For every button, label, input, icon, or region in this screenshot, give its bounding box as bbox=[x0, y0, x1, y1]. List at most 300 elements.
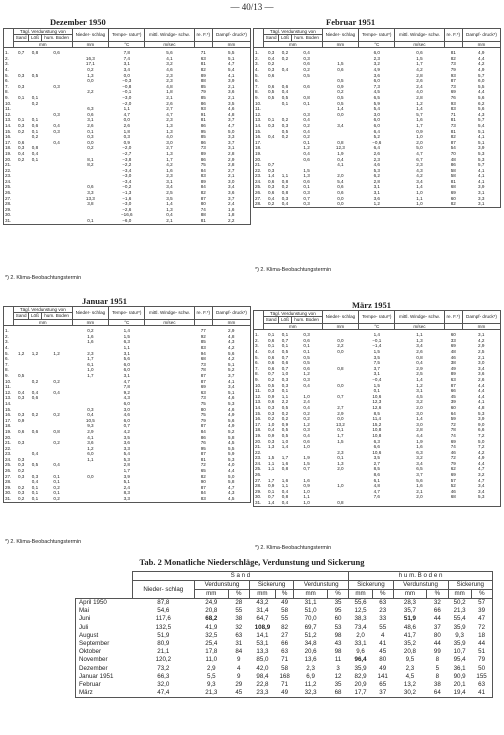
table-cell: 4,6 bbox=[228, 406, 235, 412]
table-cell: 73 bbox=[200, 145, 206, 151]
table-cell: 0,6 bbox=[337, 190, 344, 196]
table-cell: 1,1 bbox=[267, 460, 275, 466]
table-cell: 98 bbox=[334, 648, 342, 656]
table-cell: 28 bbox=[235, 599, 243, 606]
table-cell: 20. bbox=[5, 156, 12, 162]
table-cell: 132,5 bbox=[155, 623, 172, 631]
hdr-unit: mm bbox=[263, 41, 322, 47]
table-cell: 1,1 bbox=[281, 173, 289, 179]
table-cell: 0,1 bbox=[337, 455, 344, 461]
table-cell: 3,7 bbox=[228, 117, 235, 123]
table-cell: −3,4 bbox=[122, 178, 132, 184]
table-cell: 35,2 bbox=[403, 640, 416, 648]
table-cell: 4,4 bbox=[416, 432, 423, 438]
table-cell: 2,2 bbox=[228, 218, 235, 224]
table-cell: 28. bbox=[255, 201, 262, 207]
table-cell: 0,0 bbox=[337, 111, 344, 117]
table-cell: 0,3 bbox=[281, 376, 289, 382]
table-cell: 9 bbox=[237, 672, 241, 680]
hdr-col: Löß bbox=[29, 313, 41, 319]
table-cell: −3,0 bbox=[122, 201, 132, 207]
table-cell: 0,3 bbox=[267, 410, 275, 416]
table-cell: 1,4 bbox=[416, 376, 423, 382]
table-cell: 35,9 bbox=[354, 664, 367, 672]
table-cell: 0,3 bbox=[17, 145, 25, 151]
table-cell: 3,3 bbox=[478, 195, 485, 201]
table-cell: 5,7 bbox=[478, 162, 485, 168]
table-cell: 3,2 bbox=[416, 455, 423, 461]
table-cell: 2,4 bbox=[123, 484, 130, 490]
table-cell: 0,4 bbox=[267, 55, 275, 61]
table-cell: 0,4 bbox=[303, 404, 310, 410]
table-cell: 4,5 bbox=[228, 496, 235, 502]
table-cell: 1,9 bbox=[303, 455, 310, 461]
hdr-group: Tägl. Verdunstung von bbox=[263, 29, 322, 35]
table-cell: 78 bbox=[200, 367, 206, 373]
table-cell: November bbox=[79, 656, 108, 664]
table-cell: 71 bbox=[281, 656, 289, 664]
table-cell: 1,3 bbox=[267, 444, 275, 450]
table-cell: 81 bbox=[450, 50, 456, 56]
table-cell: 3,4 bbox=[416, 178, 423, 184]
table-cell: 6. bbox=[255, 78, 259, 84]
table-cell: −0,1 bbox=[122, 89, 132, 95]
table-cell: 2,8 bbox=[416, 72, 423, 78]
table-cell: 28,3 bbox=[403, 599, 416, 606]
table-cell: 4,3 bbox=[416, 167, 423, 173]
table-cell: 2,7 bbox=[166, 106, 173, 112]
table-cell: 0,6 bbox=[281, 360, 289, 366]
table-cell: 6,3 bbox=[416, 449, 423, 455]
table-cell: 0,2 bbox=[337, 89, 344, 95]
unit: mm bbox=[249, 590, 275, 599]
table-cell: 3,0 bbox=[166, 139, 173, 145]
unit: % bbox=[275, 590, 293, 599]
table-cell: 0,4 bbox=[416, 360, 423, 366]
table-cell: 4,1 bbox=[87, 434, 94, 440]
table-cell: 3 bbox=[336, 664, 340, 672]
table-cell: 30,2 bbox=[403, 689, 416, 697]
table-cell: 4,5 bbox=[416, 393, 423, 399]
table-cell: 0,2 bbox=[31, 378, 39, 384]
table-cell: 37 bbox=[379, 689, 387, 697]
table-cell: 3,4 bbox=[337, 122, 344, 128]
table-cell: 5,1 bbox=[478, 139, 485, 145]
tab2-hdr-sickerung-humus: Sickerung bbox=[448, 581, 493, 590]
table-cell: 2,3 bbox=[87, 350, 94, 356]
table-cell: 4,7 bbox=[123, 378, 130, 384]
table-cell: 0,6 bbox=[303, 178, 310, 184]
table-cell: 5,3 bbox=[373, 167, 380, 173]
table-cell: 35 bbox=[334, 599, 342, 606]
table-cell: 6,3 bbox=[87, 106, 94, 112]
col-day bbox=[4, 307, 14, 326]
table-cell: 0,6 bbox=[267, 354, 275, 360]
table-cell: 1,8 bbox=[228, 212, 235, 218]
table-cell: 28. bbox=[255, 483, 262, 489]
table-cell: 4,1 bbox=[228, 378, 235, 384]
table-cell: 141 bbox=[377, 672, 388, 680]
table-cell: 0,3 bbox=[303, 55, 310, 61]
table-cell: 3. bbox=[5, 61, 9, 67]
table-cell: Februar bbox=[79, 681, 101, 689]
table-cell: 0,1 bbox=[17, 117, 25, 123]
table-cell: 4,7 bbox=[478, 466, 485, 472]
table-cell: 3,1 bbox=[123, 61, 130, 67]
table-cell: 38 bbox=[235, 615, 243, 623]
table-cell: 4. bbox=[255, 67, 259, 72]
table-cell: 32 bbox=[433, 599, 441, 606]
footnote-maerz: *) 2. Klima-Beobachtungstermin bbox=[255, 545, 332, 551]
table-cell: 0,2 bbox=[281, 50, 289, 56]
table-cell: 51,9 bbox=[403, 615, 416, 623]
table-cell: 85 bbox=[200, 339, 206, 345]
table-cell: 0,1 bbox=[31, 490, 39, 496]
table-cell: April 1950 bbox=[79, 599, 107, 606]
table-cell: 10. bbox=[255, 382, 262, 388]
table-cell: 69,7 bbox=[304, 623, 317, 631]
hdr-unit: °C bbox=[109, 41, 145, 47]
table-cell: 6,3 bbox=[373, 438, 380, 444]
table-cell: 86 bbox=[200, 100, 206, 106]
table-row bbox=[4, 326, 251, 334]
table-cell: 0,7 bbox=[281, 337, 289, 343]
table-cell: 3,5 bbox=[373, 354, 380, 360]
table-cell: 2,1 bbox=[416, 488, 423, 494]
table-cell: 1,7 bbox=[337, 432, 344, 438]
table-cell: 3,0 bbox=[123, 406, 130, 412]
table-cell: 0,2 bbox=[281, 134, 289, 140]
table-row bbox=[76, 640, 493, 648]
table-cell: 63 bbox=[200, 389, 206, 395]
table-cell: 1,9 bbox=[416, 438, 423, 444]
table-cell: 3,9 bbox=[478, 145, 485, 151]
table-cell: 5. bbox=[5, 72, 9, 78]
table-cell: 9 bbox=[237, 656, 241, 664]
table-cell: 47,4 bbox=[157, 689, 170, 697]
table-cell: 0,5 bbox=[303, 360, 310, 366]
table-cell: 27. bbox=[5, 195, 12, 201]
table-cell: 4,1 bbox=[478, 173, 485, 179]
table-cell: 32,0 bbox=[157, 681, 170, 689]
table-cell: 18. bbox=[255, 427, 262, 433]
table-cell: 11,4 bbox=[372, 416, 382, 422]
table-cell: 2,1 bbox=[478, 354, 485, 360]
table-cell: 3,0 bbox=[373, 111, 380, 117]
table-cell: 4,9 bbox=[373, 67, 380, 72]
table-cell: 0,2 bbox=[281, 55, 289, 61]
table-cell: 73 bbox=[200, 361, 206, 367]
table-cell: 9,3 bbox=[207, 681, 216, 689]
table-cell: 24. bbox=[5, 456, 12, 462]
table-cell: 5,3 bbox=[123, 456, 130, 462]
table-cell: 11. bbox=[5, 106, 12, 112]
table-cell: 5. bbox=[255, 72, 259, 78]
table-cell: 50 bbox=[478, 664, 486, 672]
table-cell: 12 bbox=[334, 672, 342, 680]
table-cell: 16. bbox=[255, 416, 262, 422]
table-cell: 5,4 bbox=[478, 122, 485, 128]
table-cell: 22,8 bbox=[256, 681, 269, 689]
hdr-col: Tempe- ratur*) bbox=[359, 29, 395, 42]
table-cell: 3,4 bbox=[478, 488, 485, 494]
table-cell: 5,0 bbox=[416, 145, 423, 151]
table-cell: 8,5 bbox=[373, 466, 380, 472]
table-cell: 25. bbox=[255, 184, 262, 190]
table-cell: 1,5 bbox=[373, 382, 380, 388]
table-cell: 35,9 bbox=[453, 640, 466, 648]
table-cell: 0,0 bbox=[337, 349, 344, 354]
table-cell: 20,6 bbox=[304, 648, 317, 656]
table-cell: 4. bbox=[255, 349, 259, 354]
table-cell: 0,4 bbox=[17, 389, 25, 395]
table-cell: 5,6 bbox=[416, 477, 423, 483]
table-row bbox=[4, 48, 251, 56]
table-cell: 0,6 bbox=[303, 365, 310, 371]
table-cell: 1,3 bbox=[337, 460, 344, 466]
table-cell: 0,6 bbox=[303, 438, 310, 444]
table-cell: 23 bbox=[379, 607, 387, 615]
table-cell: 20,8 bbox=[403, 648, 416, 656]
table-cell: 49 bbox=[281, 599, 289, 606]
table-cell: 7,8 bbox=[123, 384, 130, 390]
tab2-hdr-niederschlag: Nieder- schlag bbox=[132, 581, 194, 599]
hdr-unit: mm bbox=[322, 41, 359, 47]
table-cell: 5,7 bbox=[478, 72, 485, 78]
table-row bbox=[76, 648, 493, 656]
table-cell: 0,2 bbox=[17, 468, 25, 474]
table-cell: 8. bbox=[5, 367, 9, 373]
hdr-col: mittl. Windge- schw. bbox=[145, 307, 194, 320]
table-cell: 38 bbox=[450, 360, 456, 366]
table-cell: 8,3 bbox=[123, 490, 130, 496]
table-cell: 1,5 bbox=[373, 349, 380, 354]
table-cell: 0,1 bbox=[281, 100, 289, 106]
table-cell: Oktober bbox=[79, 648, 102, 656]
table-cell: 53,1 bbox=[256, 640, 269, 648]
table-cell: 0,1 bbox=[17, 94, 25, 100]
table-cell: 0,7 bbox=[303, 195, 310, 201]
table-cell: 4,7 bbox=[373, 488, 380, 494]
table-row bbox=[76, 656, 493, 664]
table-cell: 9. bbox=[5, 94, 9, 100]
table-cell: 6. bbox=[5, 356, 9, 362]
table-cell: 4,8 bbox=[166, 83, 173, 89]
table-cell: 0,2 bbox=[31, 412, 39, 418]
table-cell: 55 bbox=[281, 615, 289, 623]
table-cell: −3,0 bbox=[122, 173, 132, 179]
table-cell: 4,3 bbox=[478, 111, 485, 117]
table-cell: 4,8 bbox=[228, 111, 235, 117]
table-cell: 0,3 bbox=[53, 83, 60, 89]
table-cell: 1,3 bbox=[166, 150, 173, 156]
table-cell: 1,4 bbox=[281, 444, 289, 450]
table-cell: 89 bbox=[200, 72, 206, 78]
hdr-unit: mm bbox=[322, 323, 359, 329]
table-cell: 0,9 bbox=[267, 432, 275, 438]
table-cell: Mai bbox=[79, 607, 89, 615]
table-cell: 4,2 bbox=[478, 337, 485, 343]
table-cell: 0,2 bbox=[17, 128, 25, 134]
table-cell: 13. bbox=[5, 117, 12, 123]
table-cell: 90,9 bbox=[453, 672, 466, 680]
table-cell: 2,5 bbox=[478, 349, 485, 354]
table-cell: 93 bbox=[200, 106, 206, 112]
table-cell: 4,7 bbox=[228, 484, 235, 490]
table-cell: 1,3 bbox=[166, 128, 173, 134]
table-cell bbox=[145, 326, 194, 334]
table-cell: 0,1 bbox=[303, 349, 310, 354]
table-cell: 5,3 bbox=[478, 410, 485, 416]
table-cell: 13. bbox=[5, 395, 12, 401]
table-cell: 3,1 bbox=[87, 117, 94, 123]
table-cell: 73 bbox=[450, 61, 456, 67]
table-cell: −3,8 bbox=[122, 156, 132, 162]
table-cell: 2,1 bbox=[166, 94, 173, 100]
table-cell: 1,1 bbox=[416, 332, 423, 338]
table-cell: 78 bbox=[450, 427, 456, 433]
table-cell: 41,9 bbox=[205, 623, 218, 631]
table-cell: 17. bbox=[255, 421, 262, 427]
table-cell: 3,4 bbox=[166, 184, 173, 190]
table-cell: 0,2 bbox=[17, 156, 25, 162]
table-cell: 5. bbox=[5, 350, 9, 356]
table-cell: 5,4 bbox=[373, 106, 380, 112]
table-cell: 3,7 bbox=[228, 372, 235, 378]
table-row bbox=[4, 496, 251, 502]
table-cell: 4,9 bbox=[478, 50, 485, 56]
table-cell: 0,6 bbox=[267, 83, 275, 89]
table-cell: 25,4 bbox=[205, 640, 218, 648]
table-cell: 20. bbox=[255, 438, 262, 444]
table-row bbox=[254, 201, 501, 207]
table-cell: 9,6 bbox=[356, 648, 365, 656]
table-cell: 22. bbox=[255, 449, 262, 455]
table-cell: 58 bbox=[281, 607, 289, 615]
table-cell: 58 bbox=[450, 173, 456, 179]
table-cell: 3,5 bbox=[373, 455, 380, 461]
table-cell: 22. bbox=[5, 445, 12, 451]
table-cell: 2,3 bbox=[373, 156, 380, 162]
table-cell: 5,7 bbox=[478, 117, 485, 123]
table-cell: 27. bbox=[255, 477, 262, 483]
table-cell: 63 bbox=[235, 631, 243, 639]
table-cell: 0,3 bbox=[17, 72, 25, 78]
table-cell: 69 bbox=[450, 472, 456, 478]
table-cell: 0,8 bbox=[31, 50, 39, 56]
hdr-col: hum. Boden bbox=[291, 35, 322, 41]
table-cell: 5,4 bbox=[123, 451, 130, 457]
table-cell: 93 bbox=[450, 72, 456, 78]
table-cell: 2,7 bbox=[337, 404, 344, 410]
table-cell: 45 bbox=[450, 393, 456, 399]
table-cell: 0,3 bbox=[87, 134, 94, 140]
table-cell: 1,2 bbox=[87, 445, 94, 451]
table-cell: 87 bbox=[200, 195, 206, 201]
table-cell: 64 bbox=[450, 410, 456, 416]
table-cell: 93 bbox=[450, 100, 456, 106]
table-cell: 168 bbox=[279, 672, 290, 680]
col-day bbox=[4, 29, 14, 48]
table-cell: 7,5 bbox=[373, 360, 380, 366]
table-cell: 0,9 bbox=[123, 139, 130, 145]
table-cell: 11,0 bbox=[205, 656, 218, 664]
table-cell: 33 bbox=[450, 337, 456, 343]
table-cell: 1,3 bbox=[416, 337, 423, 343]
table-cell: 46 bbox=[450, 354, 456, 360]
table-cell: 0,3 bbox=[267, 438, 275, 444]
title-februar-1951: Februar 1951 bbox=[326, 17, 376, 27]
table-cell: 4,5 bbox=[373, 89, 380, 95]
table-cell: 2,2 bbox=[281, 399, 289, 405]
table-cell: 2,3 bbox=[416, 162, 423, 168]
table-cell: 2,9 bbox=[87, 428, 94, 434]
table-cell: 60 bbox=[450, 332, 456, 338]
table-cell: 2,8 bbox=[228, 162, 235, 168]
hdr-unit: mm bbox=[13, 41, 72, 47]
table-cell: 80 bbox=[379, 656, 387, 664]
table-cell: 3,4 bbox=[416, 460, 423, 466]
table-cell: 0,1 bbox=[267, 332, 275, 338]
table-cell: 59 bbox=[450, 416, 456, 422]
table-cell: 17. bbox=[5, 417, 12, 423]
table-cell: August bbox=[79, 631, 99, 639]
table-cell: 44 bbox=[478, 640, 486, 648]
table-cell: 0,1 bbox=[303, 343, 310, 349]
table-cell: 1,4 bbox=[337, 106, 344, 112]
table-cell: 0,8 bbox=[337, 139, 344, 145]
table-cell: 75 bbox=[200, 162, 206, 168]
table-cell: 5,6 bbox=[478, 106, 485, 112]
table-cell: 83 bbox=[200, 345, 206, 350]
table-cell: 3,1 bbox=[478, 201, 485, 207]
table-cell: 20,1 bbox=[453, 681, 466, 689]
table-cell: 0,4 bbox=[267, 427, 275, 433]
table-cell: −2,6 bbox=[122, 206, 132, 212]
table-cell: 10,6 bbox=[372, 449, 382, 455]
unit: % bbox=[427, 590, 448, 599]
table-cell: 26. bbox=[255, 190, 262, 196]
table-cell: 3,3 bbox=[228, 134, 235, 140]
table-cell: 1,1 bbox=[281, 393, 289, 399]
table-cell: 0,4 bbox=[31, 451, 39, 457]
table-cell: 3,4 bbox=[478, 483, 485, 489]
tab2-hdr-verdunstung-sand: Verdunstung bbox=[195, 581, 250, 590]
table-cell: 3,7 bbox=[228, 195, 235, 201]
table-cell: 5,4 bbox=[228, 67, 235, 72]
table-cell: 0,1 bbox=[31, 496, 39, 502]
table-cell: 0,7 bbox=[281, 365, 289, 371]
table-cell: 0,1 bbox=[87, 128, 94, 134]
table-cell: 51 bbox=[478, 648, 486, 656]
table-cell: 1,6 bbox=[281, 477, 289, 483]
table-cell: 0,0 bbox=[123, 117, 130, 123]
table-cell: 7. bbox=[5, 83, 9, 89]
table-cell: 39 bbox=[478, 607, 486, 615]
table-cell: 4,7 bbox=[478, 477, 485, 483]
table-cell: 49 bbox=[379, 664, 387, 672]
table-cell: 3,2 bbox=[166, 61, 173, 67]
table-cell: 4,2 bbox=[228, 345, 235, 350]
table-cell: 15. bbox=[255, 128, 262, 134]
table-cell: −1,6 bbox=[122, 195, 132, 201]
table-cell: 1,8 bbox=[166, 89, 173, 95]
table-cell: 0,8 bbox=[303, 94, 310, 100]
table-cell: 0,8 bbox=[53, 428, 60, 434]
hdr-col: mittl. Windge- schw. bbox=[395, 311, 444, 324]
hdr-col: Dampf- druck*) bbox=[213, 29, 251, 42]
table-cell: 73,4 bbox=[354, 623, 367, 631]
